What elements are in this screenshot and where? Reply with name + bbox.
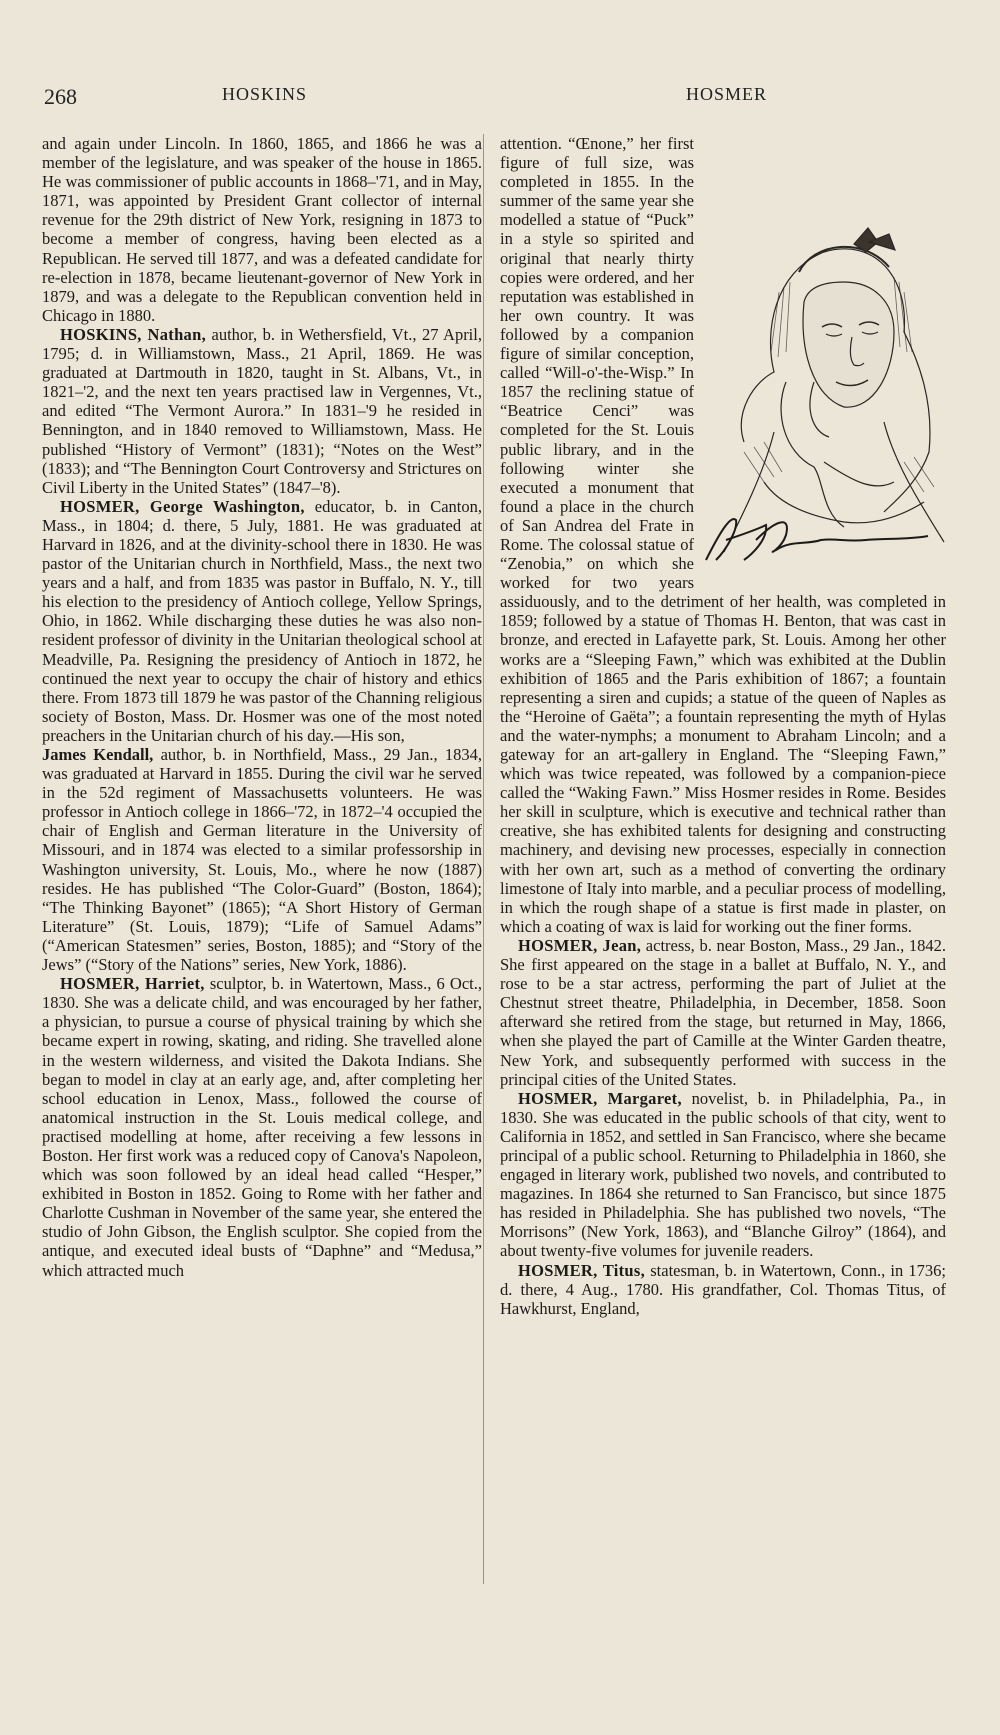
right-running-head: HOSMER bbox=[686, 84, 768, 104]
entry-titus-hosmer bbox=[500, 1261, 946, 1318]
headword: HOSMER, George Washington, bbox=[60, 496, 305, 516]
headword: HOSKINS, Nathan, bbox=[60, 324, 206, 344]
entry-text: novelist, b. in Philadelphia, Pa., in 1830. She was educated in the public schools of that city, went to California in 1852, and settled in San Francisco, where she became principal of a public school. Returning to Philadelphia in 1860, she engaged in literary work, published two novels, and contributed to magazines. In 1864 she returned to San Francisco, but since 1875 has resided in Philadelphia. She has published two novels, “The Morrisons” (New York, 1863), and “Blanche Gilroy” (1864), and about twenty-five volumes for juvenile readers. bbox=[500, 1088, 946, 1261]
left-running-head: HOSKINS bbox=[222, 84, 308, 104]
entry-jean-hosmer bbox=[500, 936, 946, 1089]
column-divider bbox=[483, 134, 484, 1584]
left-column bbox=[42, 134, 482, 1280]
running-header bbox=[30, 84, 974, 112]
entry-text: statesman, b. in Watertown, Conn., in 1736; d. there, 4 Aug., 1780. His grandfather, Col. Thomas Titus, of Hawkhurst, England, bbox=[500, 1260, 946, 1318]
entry-harriet-hosmer bbox=[42, 974, 482, 1280]
entry-text: sculptor, b. in Watertown, Mass., 6 Oct., 1830. She was a delicate child, and was encouraged by her father, a physician, to pursue a course of physical training by which she became expert in rowing, skating, and riding. She travelled alone in the western wilderness, and visited the Dakota Indians. She began to model in clay at an early age, and, after completing her school education in Lenox, Mass., followed the course of anatomical instruction in the St. Louis medical college, and practised modelling at home, after receiving a few lessons in Boston. Her first work was a reduced copy of Canova's Napoleon, which was soon followed by an ideal head called “Hesper,” exhibited in Boston in 1852. Going to Rome with her father and Charlotte Cushman in November of the same year, she entered the studio of John Gibson, the English sculptor. She copied from the antique, and executed ideal busts of “Daphne” and “Medusa,” which attracted much bbox=[42, 974, 482, 1280]
entry-nathan-hoskins bbox=[42, 325, 482, 497]
entry-text: actress, b. near Boston, Mass., 29 Jan., 1842. She first appeared on the stage in a ballet at Buffalo, N. Y., and rose to be a star actress, performing the part of Juliet at the Chestnut street theatre, Philadelphia, in December, 1858. Soon afterward she retired from the stage, but returned in May, 1866, when she played the part of Camille at the Winter Garden theatre, New York, and subsequently performed with success in the principal cities of the United States. bbox=[500, 935, 946, 1089]
harriet-continuation bbox=[500, 134, 946, 936]
right-column bbox=[500, 134, 946, 1318]
subentry-name: James Kendall, bbox=[42, 745, 154, 764]
hoskins-continuation: and again under Lincoln. In 1860, 1865, and 1866 he was a member of the legislature, and was speaker of the house in 1865. He was commissioner of public accounts in 1868–'71, and in May, 1871, was appointed by President Grant collector of internal revenue for the 29th district of New York, resigning in 1873 to become a member of congress, having been elected as a Republican. He served till 1877, and was a defeated candidate for re-election in 1878, became lieutenant-governor of New York in 1879, and was a delegate to the Republican convention held in Chicago in 1880. bbox=[42, 134, 482, 325]
entry-james-hosmer bbox=[42, 745, 482, 974]
handwritten-signature bbox=[696, 510, 936, 570]
headword: HOSMER, Margaret, bbox=[518, 1088, 682, 1108]
entry-text: attention. “Œnone,” her first figure of full size, was completed in 1855. In the summer of the same year she modelled a statue of “Puck” in a style so spirited and original that nearly thirty copies were ordered, and her reputation was established in her own country. It was followed by a companion figure of similar conception, called “Will-o'-the-Wisp.” In 1857 the reclining statue of “Beatrice Cenci” was completed for the St. Louis public library, and in the following winter she executed a monument that found a place in the church of San Andrea del Frate in Rome. The colossal statue of “Zenobia,” on which she worked for two years assiduously, and to the detriment of her health, was completed in 1859; followed by a statue of Thomas H. Benton, that was cast in bronze, and erected in Lafayette park, St. Louis. Among her other works are a “Sleeping Fawn,” which was exhibited at the Dublin exhibition of 1865 and the Paris exhibition of 1867; a fountain representing a siren and cupids; a statue of the queen of Naples as the “Heroine of Gaëta”; a fountain representing the myth of Hylas and the water-nymphs; a monument to Abraham Lincoln; and a gateway for an art-gallery in England. The “Sleeping Fawn,” which was twice repeated, was followed by a companion-piece called the “Waking Fawn.” Miss Hosmer resides in Rome. Besides her skill in sculpture, which is executive and technical rather than creative, she has exhibited talents for designing and constructing machinery, and devising new processes, especially in connection with her own art, such as a method of converting the ordinary limestone of Italy into marble, and a peculiar process of modelling, in which the rough shape of a statue is first made in plaster, on which a coating of wax is laid for working out the finer forms. bbox=[500, 134, 946, 936]
entry-george-hosmer bbox=[42, 497, 482, 745]
entry-margaret-hosmer bbox=[500, 1089, 946, 1261]
entry-text: author, b. in Wethersfield, Vt., 27 April, 1795; d. in Williamstown, Mass., 21 April, 1869. He was graduated at Dartmouth in 1820, taught in St. Albans, Vt., in 1821–'2, and the next ten years practised law in Vergennes, Vt., and edited “The Vermont Aurora.” In 1831–'9 he resided in Bennington, and in 1840 removed to Williamstown, Mass. He published “History of Vermont” (1831); “Notes on the West” (1833); and “The Bennington Court Controversy and Strictures on Civil Liberty in the United States” (1847–'8). bbox=[42, 324, 482, 497]
headword: HOSMER, Titus, bbox=[518, 1260, 646, 1280]
headword: HOSMER, Harriet, bbox=[60, 974, 205, 994]
page-number: 268 bbox=[44, 84, 77, 109]
portrait-illustration bbox=[704, 182, 952, 572]
entry-text: author, b. in Northfield, Mass., 29 Jan., 1834, was graduated at Harvard in 1855. During the civil war he served in the 52d regiment of Massachusetts volunteers. He was professor in Antioch college in 1866–'72, in 1872–'4 occupied the chair of English and German literature in the University of Missouri, and in 1874 was elected to a similar professorship in Washington university, St. Louis, Mo., where he now (1887) resides. He has published “The Color-Guard” (Boston, 1864); “The Thinking Bayonet” (1865); “A Short History of German Literature” (St. Louis, 1879); “Life of Samuel Adams” (“American Statesmen” series, Boston, 1885); and “Story of the Jews” (“Story of the Nations” series, New York, 1886). bbox=[42, 745, 483, 975]
entry-text: educator, b. in Canton, Mass., in 1804; d. there, 5 July, 1881. He was graduated at Harvard in 1826, and at the divinity-school there in 1830. He was pastor of the Unitarian church in Northfield, Mass., the next two years and a half, and from 1835 was pastor in Buffalo, N. Y., till his election to the presidency of Antioch college, Yellow Springs, Ohio, in 1862. While discharging these duties he was also non-resident professor of divinity in the Unitarian theological school at Meadville, Pa. Resigning the presidency of Antioch in 1872, he continued the next year to occupy the chair of history and ethics there. From 1873 till 1879 he was pastor of the Channing religious society of Boston, Mass. Dr. Hosmer was one of the most noted preachers in the Unitarian church of his day.—His son, bbox=[42, 496, 483, 745]
headword: HOSMER, Jean, bbox=[518, 935, 642, 955]
